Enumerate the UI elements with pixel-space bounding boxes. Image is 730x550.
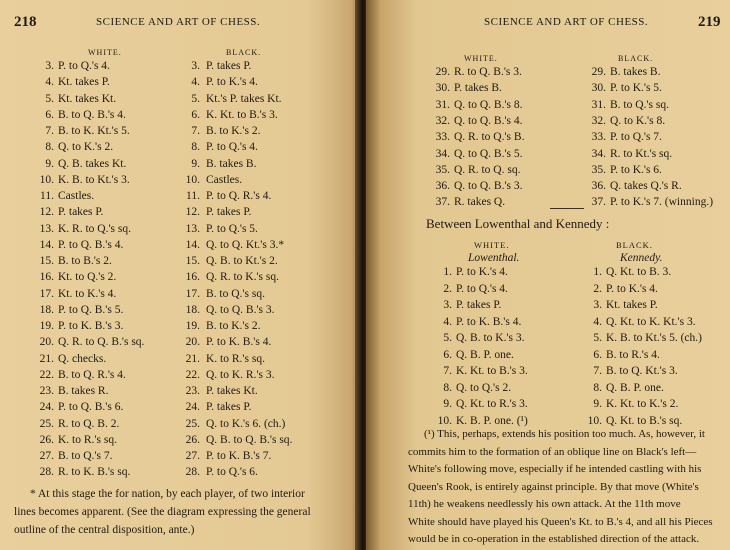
running-head: SCIENCE AND ART OF CHESS. xyxy=(96,16,261,28)
white-move: Q. checks. xyxy=(58,352,107,365)
white-move: Kt. to Q.'s 2. xyxy=(58,271,117,284)
black-move: P. to Q.'s 7. xyxy=(610,131,662,144)
move-number: 1. xyxy=(443,266,452,278)
move-number: 3. xyxy=(443,299,452,311)
move-number: 14. xyxy=(185,238,200,251)
left-page xyxy=(0,0,362,550)
black-move: B. to R.'s 4. xyxy=(606,348,660,361)
move-number: 30. xyxy=(591,82,606,95)
black-move: K. B. to Kt.'s 5. (ch.) xyxy=(606,332,702,344)
white-move: Q. to Q.'s 2. xyxy=(456,381,512,394)
move-number: 34. xyxy=(435,147,450,160)
move-number: 24. xyxy=(185,401,200,414)
black-move: Q. to K. R.'s 3. xyxy=(206,368,275,381)
move-number: 27. xyxy=(39,450,54,462)
white-column-label: WHITE. xyxy=(88,48,122,57)
black-move: Q. Kt. to K. Kt.'s 3. xyxy=(606,315,696,328)
black-move: P. to Q. R.'s 4. xyxy=(206,190,272,202)
white-move: Q. B. P. one. xyxy=(456,348,514,361)
black-move: Q. to Q. Kt.'s 3.* xyxy=(206,238,285,251)
black-move: B. to K.'s 2. xyxy=(206,125,261,137)
move-number: 9. xyxy=(191,157,200,170)
black-move: Q. to K.'s 8. xyxy=(610,114,666,127)
move-number: 25. xyxy=(39,417,54,430)
note-line: would be in co-operation in the established direction of the attack. xyxy=(408,533,700,545)
move-number: 22. xyxy=(39,368,54,381)
white-move: Castles. xyxy=(58,190,95,202)
game-heading: Between Lowenthal and Kennedy : xyxy=(426,216,610,231)
note-line: 11th) he weakens needlessly his own attack. At the 11th move xyxy=(408,498,681,510)
white-move: P. takes B. xyxy=(454,82,502,95)
white-move: Q. Kt. to R.'s 3. xyxy=(456,398,528,410)
move-number: 8. xyxy=(593,381,602,394)
move-number: 33. xyxy=(435,131,450,144)
note-line: White should have played his Queen's Kt. to B.'s 4, and all his Pieces xyxy=(408,515,713,528)
move-number: 25. xyxy=(185,417,200,430)
move-number: 35. xyxy=(435,163,450,176)
move-number: 34. xyxy=(591,147,606,160)
move-number: 20. xyxy=(39,336,54,349)
white-move: R. to Q. B. 2. xyxy=(58,417,120,430)
move-number: 12. xyxy=(39,206,54,219)
move-number: 30. xyxy=(435,82,450,95)
move-number: 6. xyxy=(593,348,602,361)
white-move: P. to Q. B.'s 6. xyxy=(58,401,124,414)
move-number: 10. xyxy=(185,173,200,186)
move-number: 3. xyxy=(593,299,602,311)
move-number: 19. xyxy=(185,320,200,332)
move-number: 10. xyxy=(587,414,602,427)
white-move: Q. R. to Q. B.'s sq. xyxy=(58,336,145,349)
black-move: B. to K.'s 2. xyxy=(206,320,261,332)
move-number: 4. xyxy=(443,315,452,328)
white-move: Q. R. to Q. sq. xyxy=(454,163,521,176)
white-move: B. to Q. B.'s 4. xyxy=(58,108,126,121)
note-line: (¹) This, perhaps, extends his position too much. As, however, it xyxy=(424,428,705,440)
move-number: 23. xyxy=(185,385,200,397)
move-number: 23. xyxy=(39,385,54,397)
note-line: Queen's Rook, is entirely against principle. By that move (White's xyxy=(408,480,699,493)
move-number: 36. xyxy=(435,180,450,193)
move-number: 5. xyxy=(191,92,200,105)
black-move: K. Kt. to K.'s 2. xyxy=(606,398,679,410)
black-move: Castles. xyxy=(206,173,243,186)
move-number: 16. xyxy=(39,271,54,284)
black-move: Q. takes Q.'s R. xyxy=(610,180,682,193)
move-number: 3. xyxy=(45,60,54,72)
section-divider xyxy=(550,208,584,209)
move-number: 29. xyxy=(591,66,606,78)
move-number: 17. xyxy=(185,287,200,300)
move-number: 19. xyxy=(39,320,54,332)
black-move: P. takes P. xyxy=(206,60,252,72)
white-move: P. to K. B.'s 4. xyxy=(456,315,522,328)
black-move: P. takes P. xyxy=(206,206,252,219)
footnote-line: lines becomes apparent. (See the diagram expressing the general xyxy=(14,506,311,518)
white-move: R. to Q. B.'s 3. xyxy=(454,66,522,78)
move-number: 7. xyxy=(191,125,200,137)
white-move: P. to Q.'s 4. xyxy=(58,60,110,72)
move-number: 6. xyxy=(443,348,452,361)
white-move: Kt. to K.'s 4. xyxy=(58,287,117,300)
black-move: R. to Kt.'s sq. xyxy=(610,147,673,160)
black-move: P. to K.'s 4. xyxy=(606,282,658,295)
white-move: K. to R.'s sq. xyxy=(58,433,117,446)
move-number: 4. xyxy=(45,76,54,89)
footnote-line: outline of the central disposition, ante.) xyxy=(14,524,195,536)
move-number: 9. xyxy=(443,398,452,410)
footnote-line: * At this stage the for nation, by each player, of two interior xyxy=(30,488,305,500)
black-move: P. to K.'s 7. (winning.) xyxy=(610,196,714,209)
move-number: 10. xyxy=(437,414,452,427)
white-move: B. to Q. R.'s 4. xyxy=(58,368,126,381)
black-move: P. takes Kt. xyxy=(206,385,258,397)
white-move: Q. to Q. B.'s 8. xyxy=(454,98,523,111)
black-move: P. to K. B.'s 7. xyxy=(206,450,272,462)
white-move: B. to B.'s 2. xyxy=(58,255,112,267)
black-move: B. takes B. xyxy=(610,66,661,78)
page-number: 218 xyxy=(14,14,37,30)
black-move: P. to Q.'s 6. xyxy=(206,466,258,479)
move-number: 36. xyxy=(591,180,606,193)
move-number: 6. xyxy=(191,108,200,121)
move-number: 2. xyxy=(593,282,602,295)
move-number: 26. xyxy=(39,433,54,446)
move-number: 9. xyxy=(593,398,602,410)
white-move: Q. to Q. B.'s 4. xyxy=(454,114,523,127)
move-number: 13. xyxy=(39,222,54,235)
move-number: 3. xyxy=(191,60,200,72)
white-move: Q. R. to Q.'s B. xyxy=(454,131,525,144)
white-move: K. B. to Kt.'s 3. xyxy=(58,173,130,186)
white-move: Q. B. to K.'s 3. xyxy=(456,332,525,344)
move-number: 2. xyxy=(443,282,452,295)
move-number: 8. xyxy=(443,381,452,394)
move-number: 7. xyxy=(593,365,602,377)
white-move: R. to K. B.'s sq. xyxy=(58,466,131,479)
move-number: 20. xyxy=(185,336,200,349)
white-move: P. to K.'s 4. xyxy=(456,266,508,278)
move-number: 4. xyxy=(191,76,200,89)
move-number: 33. xyxy=(591,131,606,144)
note-line: White's following move, especially if he intended castling with his xyxy=(408,463,702,475)
move-number: 16. xyxy=(185,271,200,284)
black-move: Kt. takes P. xyxy=(606,299,658,311)
black-move: Q. B. to Q. B.'s sq. xyxy=(206,433,293,446)
move-number: 8. xyxy=(45,141,54,154)
white-move: Kt. takes P. xyxy=(58,76,110,89)
move-number: 11. xyxy=(40,190,54,202)
white-move: P. takes P. xyxy=(58,206,104,219)
black-player-name: Kennedy. xyxy=(620,252,663,264)
move-number: 11. xyxy=(186,190,200,202)
white-move: Kt. takes Kt. xyxy=(58,92,117,105)
black-move: B. takes B. xyxy=(206,157,257,170)
move-number: 7. xyxy=(443,365,452,377)
move-number: 17. xyxy=(39,287,54,300)
right-page xyxy=(366,0,730,550)
black-move: Kt.'s P. takes Kt. xyxy=(206,92,282,105)
black-move: Q. Kt. to B.'s sq. xyxy=(606,414,683,427)
black-move: B. to Q.'s sq. xyxy=(206,287,265,300)
white-move: Q. to K.'s 2. xyxy=(58,141,114,154)
black-move: K. to R.'s sq. xyxy=(206,352,265,365)
white-move: Q. to Q. B.'s 3. xyxy=(454,180,523,193)
white-move: P. to K. B.'s 3. xyxy=(58,320,124,332)
black-move: P. takes P. xyxy=(206,401,252,414)
black-move: Q. to Q. B.'s 3. xyxy=(206,303,275,316)
move-number: 21. xyxy=(39,352,54,365)
white-move: B. takes R. xyxy=(58,385,109,397)
black-move: K. Kt. to B.'s 3. xyxy=(206,108,278,121)
move-number: 13. xyxy=(185,222,200,235)
move-number: 4. xyxy=(593,315,602,328)
move-number: 31. xyxy=(591,98,606,111)
white-column-label: WHITE. xyxy=(464,54,498,63)
move-number: 18. xyxy=(185,303,200,316)
move-number: 37. xyxy=(591,196,606,209)
move-number: 32. xyxy=(591,114,606,127)
move-number: 21. xyxy=(185,352,200,365)
running-head: SCIENCE AND ART OF CHESS. xyxy=(484,16,649,28)
page-number: 219 xyxy=(698,14,721,30)
white-move: K. R. to Q.'s sq. xyxy=(58,222,131,235)
move-number: 28. xyxy=(39,466,54,479)
black-move: P. to Q.'s 4. xyxy=(206,141,258,154)
white-move: K. B. P. one. (¹) xyxy=(456,414,528,427)
black-move: Q. to K.'s 6. (ch.) xyxy=(206,417,286,430)
black-column-label: BLACK. xyxy=(226,48,262,57)
white-move: B. to K. Kt.'s 5. xyxy=(58,125,130,137)
move-number: 9. xyxy=(45,157,54,170)
black-move: Q. B. P. one. xyxy=(606,381,664,394)
white-move: Q. to Q. B.'s 5. xyxy=(454,147,523,160)
move-number: 35. xyxy=(591,163,606,176)
move-number: 12. xyxy=(185,206,200,219)
black-move: P. to K.'s 6. xyxy=(610,163,662,176)
black-move: Q. Kt. to B. 3. xyxy=(606,266,672,278)
move-number: 31. xyxy=(435,98,450,111)
move-number: 5. xyxy=(593,332,602,344)
white-move: R. takes Q. xyxy=(454,196,506,209)
black-column-label-2: BLACK. xyxy=(616,240,653,250)
white-move: P. to Q. B.'s 5. xyxy=(58,303,124,316)
move-number: 8. xyxy=(191,141,200,154)
white-move: B. to Q.'s 7. xyxy=(58,450,113,462)
move-number: 22. xyxy=(185,368,200,381)
white-move: P. takes P. xyxy=(456,299,502,311)
black-move: P. to K.'s 5. xyxy=(610,82,662,95)
move-number: 26. xyxy=(185,433,200,446)
move-number: 1. xyxy=(593,266,602,278)
move-number: 5. xyxy=(443,332,452,344)
black-move: B. to Q.'s sq. xyxy=(610,98,669,111)
white-move: Q. B. takes Kt. xyxy=(58,157,127,170)
black-column-label: BLACK. xyxy=(618,54,654,63)
move-number: 37. xyxy=(435,196,450,209)
white-column-label-2: WHITE. xyxy=(474,240,510,250)
move-number: 10. xyxy=(39,173,54,186)
black-move: P. to K. B.'s 4. xyxy=(206,336,272,349)
move-number: 32. xyxy=(435,114,450,127)
white-move: K. Kt. to B.'s 3. xyxy=(456,365,528,377)
black-move: Q. B. to Kt.'s 2. xyxy=(206,255,278,267)
move-number: 6. xyxy=(45,108,54,121)
white-move: P. to Q.'s 4. xyxy=(456,282,508,295)
move-number: 18. xyxy=(39,303,54,316)
move-number: 5. xyxy=(45,92,54,105)
white-move: P. to Q. B.'s 4. xyxy=(58,238,124,251)
note-line: commits him to the formation of an oblique line on Black's left— xyxy=(408,445,697,458)
move-number: 7. xyxy=(45,125,54,137)
move-number: 24. xyxy=(39,401,54,414)
move-number: 28. xyxy=(185,466,200,479)
black-move: Q. R. to K.'s sq. xyxy=(206,271,279,284)
move-number: 15. xyxy=(185,255,200,267)
white-player-name: Lowenthal. xyxy=(468,252,520,264)
move-number: 15. xyxy=(39,255,54,267)
black-move: B. to Q. Kt.'s 3. xyxy=(606,365,678,377)
black-move: P. to K.'s 4. xyxy=(206,76,258,89)
move-number: 29. xyxy=(435,66,450,78)
move-number: 14. xyxy=(39,238,54,251)
black-move: P. to Q.'s 5. xyxy=(206,222,258,235)
move-number: 27. xyxy=(185,450,200,462)
